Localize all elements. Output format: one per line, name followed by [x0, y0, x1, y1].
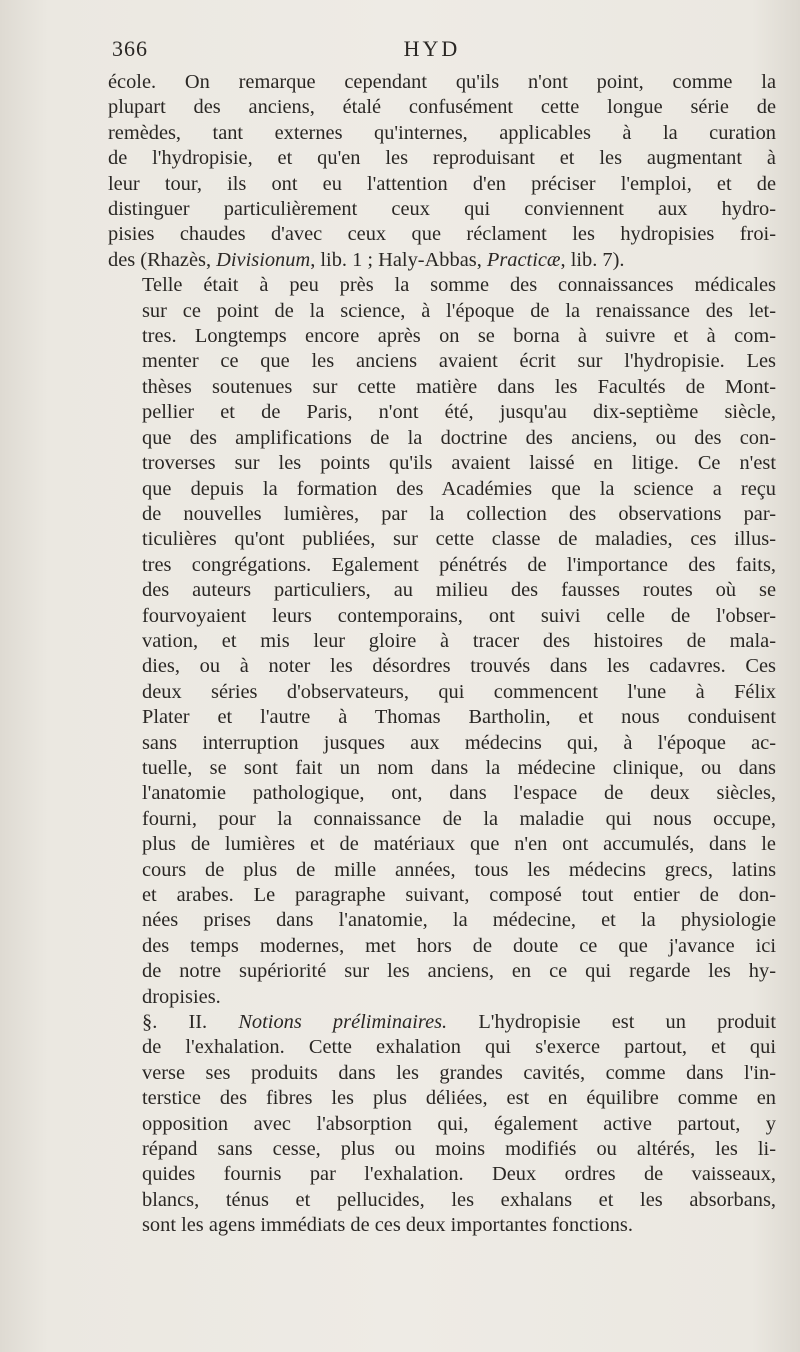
- text-line: l'anatomie pathologique, ont, dans l'espace de deux siècles,: [142, 782, 776, 805]
- text-line: que depuis la formation des Académies que la science a reçu: [142, 477, 776, 500]
- text-line: fourni, pour la connaissance de la maladie qui nous occupe,: [142, 807, 776, 830]
- text-line: menter ce que les anciens avaient écrit sur l'hydropisie. Les: [142, 350, 776, 373]
- text-line: Telle était à peu près la somme des connaissances médicales: [142, 274, 776, 297]
- text-line: thèses soutenues sur cette matière dans les Facultés de Mont-: [142, 375, 776, 398]
- text-line: cours de plus de mille années, tous les médecins grecs, latins: [142, 858, 776, 881]
- text-line: tres. Longtemps encore après on se borna à suivre et à com-: [142, 325, 776, 348]
- text-line: tuelle, se sont fait un nom dans la médecine clinique, ou dans: [142, 756, 776, 779]
- text-line: de l'exhalation. Cette exhalation qui s'exerce partout, et qui: [142, 1036, 776, 1059]
- text-line: sont les agens immédiats de ces deux importantes fonctions.: [142, 1214, 633, 1237]
- text-line: terstice des fibres les plus déliées, est en équilibre comme en: [142, 1087, 776, 1110]
- text-line: et arabes. Le paragraphe suivant, composé tout entier de don-: [142, 884, 776, 906]
- text-line: deux séries d'observateurs, qui commencent l'une à Félix: [142, 680, 776, 703]
- text-line: sans interruption jusques aux médecins qui, à l'époque ac-: [142, 731, 776, 754]
- text-line: troverses sur les points qu'ils avaient laissé en litige. Ce n'est: [142, 452, 776, 475]
- text-line: des (Rhazès, Divisionum, lib. 1 ; Haly-Abbas, Practicæ, lib. 7).: [108, 248, 625, 271]
- text-line: plus de lumières et de matériaux que n'en ont accumulés, dans le: [142, 833, 776, 856]
- text-line: nées prises dans l'anatomie, la médecine, et la physiologie: [142, 909, 776, 932]
- text-line: §. II. Notions préliminaires. L'hydropisie est un produit: [142, 1011, 776, 1034]
- text-line: sur ce point de la science, à l'époque de la renaissance des let-: [142, 299, 776, 322]
- paragraph-p2: [108, 273, 776, 1010]
- text-line: de nouvelles lumières, par la collection des observations par-: [142, 502, 776, 525]
- italic-term: Notions préliminaires.: [238, 1011, 448, 1034]
- text-line: ticulières qu'ont publiées, sur cette classe de maladies, ces illus-: [142, 528, 776, 551]
- text-line: plupart des anciens, étalé confusément cette longue série de: [108, 96, 776, 119]
- text-line: des temps modernes, met hors de doute ce que j'avance ici: [142, 934, 776, 957]
- text-line: fourvoyaient leurs contemporains, ont suivi celle de l'obser-: [142, 604, 776, 627]
- text-line: leur tour, ils ont eu l'attention d'en préciser l'emploi, et de: [108, 172, 776, 195]
- italic-term: Practicæ: [486, 248, 561, 271]
- text-line: pellier et de Paris, n'ont été, jusqu'au dix-septième siècle,: [142, 401, 776, 424]
- paragraph-p3: [108, 1010, 776, 1239]
- text-line: quides fournis par l'exhalation. Deux ordres de vaisseaux,: [142, 1163, 776, 1186]
- text-line: remèdes, tant externes qu'internes, applicables à la curation: [108, 121, 776, 144]
- page-number: 366: [112, 36, 148, 61]
- text-line: blancs, ténus et pellucides, les exhalans et les absorbans,: [142, 1188, 776, 1211]
- running-head: HYD: [403, 36, 461, 61]
- text-line: Plater et l'autre à Thomas Bartholin, et nous conduisent: [142, 706, 776, 729]
- paragraph-p1: [108, 70, 776, 273]
- text-line: répand sans cesse, plus ou moins modifiés ou altérés, les li-: [142, 1138, 776, 1161]
- text-line: distinguer particulièrement ceux qui conviennent aux hydro-: [108, 198, 776, 221]
- text-line: que des amplifications de la doctrine des anciens, ou des con-: [142, 426, 776, 449]
- text-line: vation, et mis leur gloire à tracer des histoires de mala-: [142, 629, 776, 652]
- text-line: pisies chaudes d'avec ceux que réclament les hydropisies froi-: [108, 223, 776, 246]
- text-line: de notre supériorité sur les anciens, en ce qui regarde les hy-: [142, 960, 776, 983]
- text-line: dropisies.: [142, 985, 221, 1008]
- text-line: dies, ou à noter les désordres trouvés dans les cadavres. Ces: [142, 655, 776, 678]
- text-line: des auteurs particuliers, au milieu des fausses routes où se: [142, 579, 776, 602]
- text-line: verse ses produits dans les grandes cavités, comme dans l'in-: [142, 1061, 776, 1084]
- text-line: opposition avec l'absorption qui, également active partout, y: [142, 1112, 776, 1135]
- italic-term: Divisionum: [216, 248, 311, 271]
- text-line: tres congrégations. Egalement pénétrés de l'importance des faits,: [142, 553, 776, 576]
- text-line: de l'hydropisie, et qu'en les reproduisant et les augmentant à: [108, 147, 776, 170]
- page-header: [112, 36, 752, 66]
- body-text: [108, 70, 776, 1239]
- text-line: école. On remarque cependant qu'ils n'ont point, comme la: [108, 71, 776, 93]
